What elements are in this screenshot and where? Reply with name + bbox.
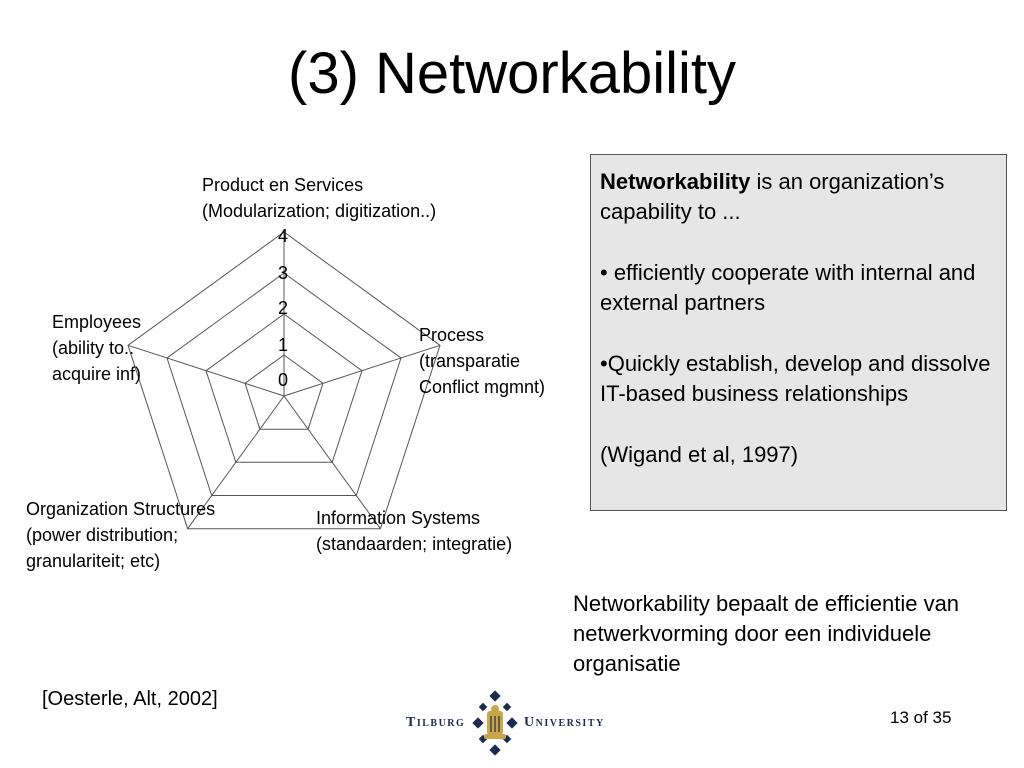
axis-label-line: Organization Structures — [26, 499, 216, 519]
axis-label-line: acquire inf) — [52, 364, 142, 384]
definition-source: (Wigand et al, 1997) — [600, 442, 799, 467]
axis-label-employees — [52, 309, 141, 387]
definition-intro — [600, 167, 996, 227]
axis-label-line: (standaarden; integratie) — [316, 534, 513, 554]
axis-label-line: Product en Services — [202, 175, 364, 195]
radar-tick-1: 1 — [277, 335, 288, 355]
definition-intro-text: is an organization’s capability to ... — [600, 169, 945, 224]
radar-tick-3: 3 — [277, 263, 288, 283]
axis-label-line: (transparatie — [419, 351, 521, 371]
axis-label-line: Process — [419, 325, 485, 345]
radar-tick-4: 4 — [277, 226, 288, 246]
definition-box — [590, 154, 1007, 511]
axis-label-line: granulariteit; etc) — [26, 551, 161, 571]
radar-spoke-4 — [128, 345, 284, 396]
axis-label-product-services — [202, 172, 436, 224]
axis-label-line: Information Systems — [316, 508, 481, 528]
axis-label-line: (power distribution; — [26, 525, 179, 545]
citation: [Oesterle, Alt, 2002] — [42, 688, 218, 710]
definition-term: Networkability — [600, 169, 751, 194]
radar-tick-0: 0 — [277, 370, 288, 390]
definition-bullet-establish: •Quickly establish, develop and dissolve IT-based business relationships — [600, 351, 991, 406]
axis-label-organization-structures — [26, 496, 215, 574]
tilburg-crest-icon — [472, 690, 518, 756]
university-logo — [400, 690, 630, 756]
radar-tick-2: 2 — [277, 298, 288, 318]
page-number: 13 of 35 — [890, 708, 952, 727]
axis-label-information-systems — [316, 505, 512, 557]
axis-label-process — [419, 322, 545, 400]
axis-label-line: (Modularization; digitization..) — [202, 201, 437, 221]
axis-label-line: Conflict mgmnt) — [419, 377, 546, 397]
logo-word-right: University — [524, 715, 605, 730]
definition-bullet-cooperate: • efficiently cooperate with internal and external partners — [600, 260, 976, 315]
networkability-note: Networkability bepaalt de efficientie van netwerkvorming door een individuele organisatie — [573, 591, 960, 676]
radar-spoke-1 — [284, 345, 440, 396]
slide-title: (3) Networkability — [288, 41, 736, 106]
logo-word-left: Tilburg — [406, 715, 466, 730]
axis-label-line: Employees — [52, 312, 142, 332]
axis-label-line: (ability to.. — [52, 338, 135, 358]
